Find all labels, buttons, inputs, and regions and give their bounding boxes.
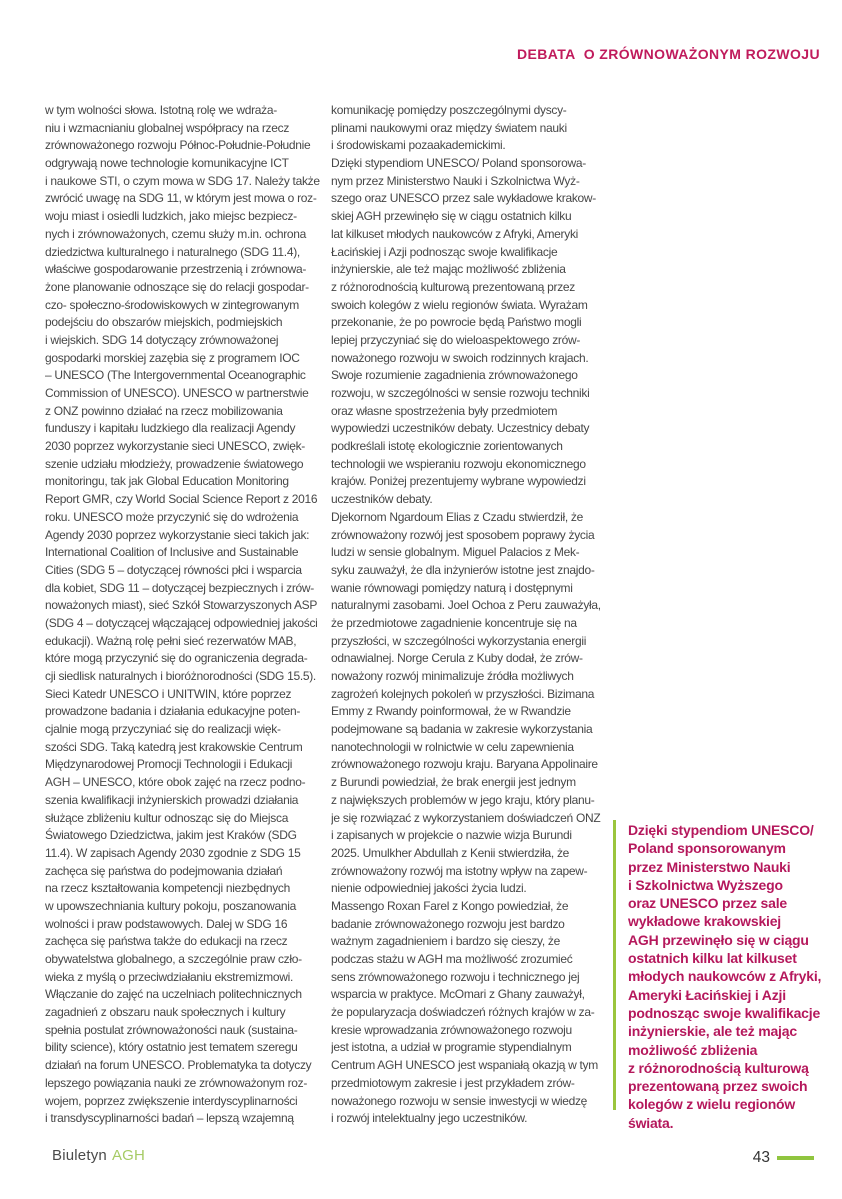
text-line: zagadnień z obszaru nauk społecznych i kultury	[45, 1005, 286, 1020]
text-line: z ONZ powinno działać na rzecz mobilizowania	[45, 403, 283, 418]
text-line: swoich kolegów z wielu regionów świata. Wyrażam	[331, 297, 588, 312]
text-line: noważonego rozwoju w swoich rodzinnych krajach.	[331, 350, 589, 365]
text-line: podkreślali istotę ekologicznie zorientowanych	[331, 439, 563, 454]
text-line: Agendy 2030 poprzez wykorzystanie sieci takich jak:	[45, 527, 310, 542]
footer-brand-name: Biuletyn	[52, 1147, 107, 1164]
text-line: 11.4). W zapisach Agendy 2030 zgodnie z SDG 15	[45, 845, 301, 860]
text-line: wieka z myślą o przeciwdziałaniu ekstremizmowi.	[45, 969, 293, 984]
text-line: ważnym zagadnieniem i bardzo się cieszy, że	[331, 934, 560, 949]
text-line: kresie wprowadzania zrównoważonego rozwoju	[331, 1022, 572, 1037]
text-line: inżynierskie, ale też mając	[628, 1023, 797, 1040]
text-line: wykładowe krakowskiej	[628, 913, 781, 930]
text-line: Dzięki stypendiom UNESCO/ Poland sponsorowa-	[331, 156, 586, 171]
text-line: Światowego Dziedzictwa, jakim jest Kraków (SDG	[45, 828, 297, 843]
text-line: i rozwój intelektualny jego uczestników.	[331, 1111, 528, 1126]
text-line: szenia kwalifikacji inżynierskich prowadzi działania	[45, 792, 299, 807]
text-line: z Burundi powiedział, że brak energii jest jednym	[331, 775, 576, 790]
text-line: nanotechnologii w rolnictwie w celu zapewnienia	[331, 739, 574, 754]
text-line: 2030 poprzez wykorzystanie sieci UNESCO, zwięk-	[45, 439, 305, 454]
text-line: właściwe gospodarowanie przestrzenią i zrównowa-	[45, 262, 307, 277]
text-line: działań na forum UNESCO. Problematyka ta dotyczy	[45, 1058, 312, 1073]
text-line: oraz własne spostrzeżenia były przedmiotem	[331, 403, 558, 418]
text-line: cjalnie mogą przyczyniać się do realizacji więk-	[45, 722, 281, 737]
text-line: plinami naukowymi oraz między światem nauki	[331, 120, 567, 135]
text-line: niu i wzmacnianiu globalnej współpracy na rzecz	[45, 120, 290, 135]
text-line: przekonanie, że po powrocie będą Państwo mogli	[331, 315, 582, 330]
text-line: nym przez Ministerstwo Nauki i Szkolnictwa Wyż-	[331, 173, 580, 188]
text-line: szenie udziału młodzieży, prowadzenie światowego	[45, 456, 304, 471]
text-line: lepiej przyczyniać się do wieloaspektowego zrów-	[331, 332, 581, 347]
text-line: Sieci Katedr UNESCO i UNITWIN, które poprzez	[45, 686, 292, 701]
text-line: Włączanie do zajęć na uczelniach politechnicznych	[45, 987, 302, 1002]
text-line: wsparcia w praktyce. McOmari z Ghany zauważył,	[331, 987, 585, 1002]
text-line: i Szkolnictwa Wyższego	[628, 876, 783, 893]
text-line: zachęca się państwa także do edukacji na rzecz	[45, 934, 288, 949]
text-line: funduszy i kapitału ludzkiego dla realizacji Agendy	[45, 421, 296, 436]
text-line: zrównoważony rozwój jest sposobem poprawy życia	[331, 527, 595, 542]
text-line: monitoringu, tak jak Global Education Monitoring	[45, 474, 289, 489]
text-line: ludzi w sensie globalnym. Miguel Palacios z Mek-	[331, 545, 580, 560]
footer-accent-line	[777, 1156, 814, 1160]
text-line: zrównoważony rozwój ma istotny wpływ na zapew-	[331, 863, 588, 878]
text-line: podnosząc swoje kwalifikacje	[628, 1004, 821, 1021]
text-line: służące zbliżeniu kultur odnosząc się do Miejsca	[45, 810, 289, 825]
text-line: woju miast i osiedli ludzkich, jako miejsc bezpiecz-	[45, 209, 297, 224]
section-kicker: DEBATA O ZRÓWNOWAŻONYM ROZWOJU	[516, 46, 820, 62]
text-line: Djekornom Ngardoum Elias z Czadu stwierdził, że	[331, 509, 583, 524]
text-line: noważonego rozwoju w sensie inwestycji w wiedzę	[331, 1093, 588, 1108]
text-line: szego oraz UNESCO przez sale wykładowe krakow-	[331, 191, 596, 206]
text-line: szości SDG. Taką katedrą jest krakowskie Centrum	[45, 739, 303, 754]
text-line: 2025. Umulkher Abdullah z Kenii stwierdziła, że	[331, 845, 570, 860]
text-line: zachęca się państwa do podejmowania działań	[45, 863, 283, 878]
text-line: w upowszechniania kultury pokoju, poszanowania	[45, 898, 297, 913]
text-line: młodych naukowców z Afryki,	[628, 968, 822, 985]
text-line: żone planowanie odnoszące się do relacji gospodar-	[45, 279, 309, 294]
text-line: wolności i praw podstawowych. Dalej w SDG 16	[45, 916, 288, 931]
text-line: z różnorodnością kulturową prezentowaną przez	[331, 279, 575, 294]
text-line: spełnia postulat zrównoważoności nauk (sustaina-	[45, 1022, 298, 1037]
text-line: komunikację pomiędzy poszczególnymi dyscy-	[331, 103, 567, 117]
text-line: i transdyscyplinarności badań – lepszą wzajemną	[45, 1111, 294, 1126]
text-line: że popularyzacja doświadczeń różnych krajów w za-	[331, 1005, 595, 1020]
text-line: lepszego powiązania nauki ze zrównoważonym roz-	[45, 1075, 308, 1090]
text-line: nych i zrównoważonych, czemu służy m.in. ochrona	[45, 226, 307, 241]
text-line: podczas stażu w AGH ma możliwość zrozumieć	[331, 952, 573, 966]
text-line: skiej AGH przewinęło się w ciągu ostatnich kilku	[331, 209, 572, 224]
text-line: podejściu do obszarów miejskich, podmiejskich	[45, 315, 283, 330]
text-line: kolegów z wielu regionów	[628, 1096, 796, 1113]
text-line: podejmowane są badania w zakresie wykorzystania	[331, 722, 593, 737]
text-line: czo- społeczno-środowiskowych w zintegrowanym	[45, 297, 299, 312]
text-line: Dzięki stypendiom UNESCO/	[628, 822, 814, 838]
text-line: rozwoju, w szczególności w sensie rozwoju techniki	[331, 386, 590, 400]
text-line: badanie zrównoważonego rozwoju jest bardzo	[331, 916, 565, 931]
text-line: inżynierskie, ale też mając możliwość zbliżenia	[331, 262, 566, 277]
text-line: odgrywają nowe technologie komunikacyjne ICT	[45, 156, 289, 171]
text-line: i naukowe STI, o czym mowa w SDG 17. Należy także	[45, 173, 320, 188]
text-line: (SDG 4 – dotyczącej włączającej odpowiedniej jakości	[45, 615, 318, 630]
text-line: Report GMR, czy World Social Science Report z 2016	[45, 492, 318, 507]
pull-quote-accent-bar	[613, 820, 616, 1110]
text-line: cji siedlisk naturalnych i bioróżnorodności (SDG 15.5).	[45, 669, 316, 683]
footer-brand-accent: AGH	[111, 1147, 146, 1164]
text-line: na rzecz kształtowania kompetencji niezbędnych	[45, 881, 291, 896]
text-line: i środowiskami pozaakademickimi.	[331, 138, 506, 153]
text-line: Massengo Roxan Farel z Kongo powiedział, że	[331, 898, 569, 913]
text-line: noważonych miast), sieć Szkół Stowarzyszonych ASP	[45, 598, 318, 613]
text-line: syku zauważył, że dla inżynierów istotne jest znajdo-	[331, 562, 595, 577]
text-line: przedmiotowym zakresie i jest przykładem zrów-	[331, 1075, 575, 1090]
footer-page-number: 43	[752, 1149, 770, 1166]
text-line: krajów. Poniżej prezentujemy wybrane wypowiedzi	[331, 474, 586, 489]
text-line: uczestników debaty.	[331, 492, 433, 507]
text-line: zwrócić uwagę na SDG 11, w którym jest mowa o roz-	[45, 191, 317, 206]
article-column-left	[45, 102, 326, 1128]
text-line: jest istotna, a udział w programie stypendialnym	[331, 1040, 572, 1055]
text-line: wanie równowagi pomiędzy naturą i dostępnymi	[331, 580, 573, 595]
text-line: wojem, poprzez zwiększenie interdyscyplinarności	[45, 1093, 298, 1108]
text-line: w tym wolności słowa. Istotną rolę we wdraża-	[45, 103, 277, 117]
text-line: ostatnich kilku lat kilkuset	[628, 950, 797, 967]
text-line: – UNESCO (The Intergovernmental Oceanographic	[45, 368, 306, 383]
text-line: prowadzone badania i działania edukacyjne poten-	[45, 704, 301, 719]
text-line: Ameryki Łacińskiej i Azji	[628, 986, 786, 1003]
text-line: Cities (SDG 5 – dotyczącej równości płci i wsparcia	[45, 562, 302, 577]
text-line: odnawialnej. Norge Cerula z Kuby dodał, że zrów-	[331, 651, 583, 666]
text-line: że przedmiotowe zagadnienie koncentruje się na	[331, 615, 577, 630]
text-line: które mogą przyczynić się do ograniczenia degrada-	[45, 651, 308, 666]
text-line: dla kobiet, SDG 11 – dotyczącej bezpiecznych i zrów-	[45, 580, 314, 595]
text-line: bility science), który ostatnio jest tematem szeregu	[45, 1040, 298, 1055]
text-line: gospodarki morskiej zazębia się z programem IOC	[45, 350, 300, 365]
pull-quote	[628, 821, 838, 1132]
text-line: zrównoważonego rozwoju Północ-Południe-Południe	[45, 138, 311, 153]
text-line: z różnorodnością kulturową	[628, 1059, 809, 1076]
text-line: AGH przewinęło się w ciągu	[628, 931, 809, 948]
text-line: oraz UNESCO przez sale	[628, 895, 787, 912]
text-line: Międzynarodowej Promocji Technologii i Edukacji	[45, 757, 293, 772]
text-line: AGH – UNESCO, które obok zajęć na rzecz podno-	[45, 775, 306, 790]
text-line: z największych problemów w jego kraju, który planu-	[331, 792, 595, 807]
text-line: International Coalition of Inclusive and Sustainable	[45, 545, 299, 560]
footer-brand	[52, 1147, 145, 1164]
text-line: wypowiedzi uczestników debaty. Uczestnicy debaty	[331, 421, 590, 436]
text-line: Swoje rozumienie zagadnienia zrównoważonego	[331, 368, 578, 383]
text-line: możliwość zbliżenia	[628, 1041, 758, 1058]
text-line: Commission of UNESCO). UNESCO w partnerstwie	[45, 386, 309, 400]
text-line: Centrum AGH UNESCO jest wspaniałą okazją w tym	[331, 1058, 598, 1073]
article-column-right	[331, 102, 612, 1128]
text-line: dziedzictwa kulturalnego i naturalnego (SDG 11.4),	[45, 244, 300, 259]
text-line: Poland sponsorowanym	[628, 840, 786, 857]
text-line: edukacji). Ważną rolę pełni sieć rezerwatów MAB,	[45, 633, 297, 648]
text-line: obywatelstwa globalnego, a szczególnie praw czło-	[45, 952, 302, 966]
text-line: i zapisanych w projekcie o nazwie wizja Burundi	[331, 828, 572, 843]
text-line: zagrożeń kolejnych pokoleń w przyszłości. Bizimana	[331, 686, 595, 701]
text-line: sens zrównoważonego rozwoju i technicznego jej	[331, 969, 580, 984]
text-line: przyszłości, w szczególności wykorzystania energii	[331, 633, 587, 648]
text-line: lat kilkuset młodych naukowców z Afryki, Ameryki	[331, 226, 579, 241]
text-line: i wiejskich. SDG 14 dotyczący zrównoważonej	[45, 332, 279, 347]
text-line: roku. UNESCO może przyczynić się do wdrożenia	[45, 509, 299, 524]
text-line: prezentowaną przez swoich	[628, 1078, 808, 1095]
text-line: je się rozwiązać z wykorzystaniem doświadczeń ONZ	[331, 810, 601, 825]
text-line: świata.	[628, 1114, 674, 1131]
text-line: Łacińskiej i Azji podnosząc swoje kwalifikacje	[331, 244, 558, 259]
text-line: Emmy z Rwandy poinformował, że w Rwandzie	[331, 704, 571, 719]
text-line: nienie odpowiedniej jakości życia ludzi.	[331, 881, 527, 896]
text-line: zrównoważonego rozwoju kraju. Baryana Appolinaire	[331, 757, 598, 772]
text-line: naturalnymi zasobami. Joel Ochoa z Peru zauważyła,	[331, 598, 601, 613]
text-line: noważony rozwój minimalizuje źródła możliwych	[331, 669, 574, 683]
text-line: przez Ministerstwo Nauki	[628, 858, 791, 875]
text-line: technologii we wspieraniu rozwoju ekonomicznego	[331, 456, 586, 471]
